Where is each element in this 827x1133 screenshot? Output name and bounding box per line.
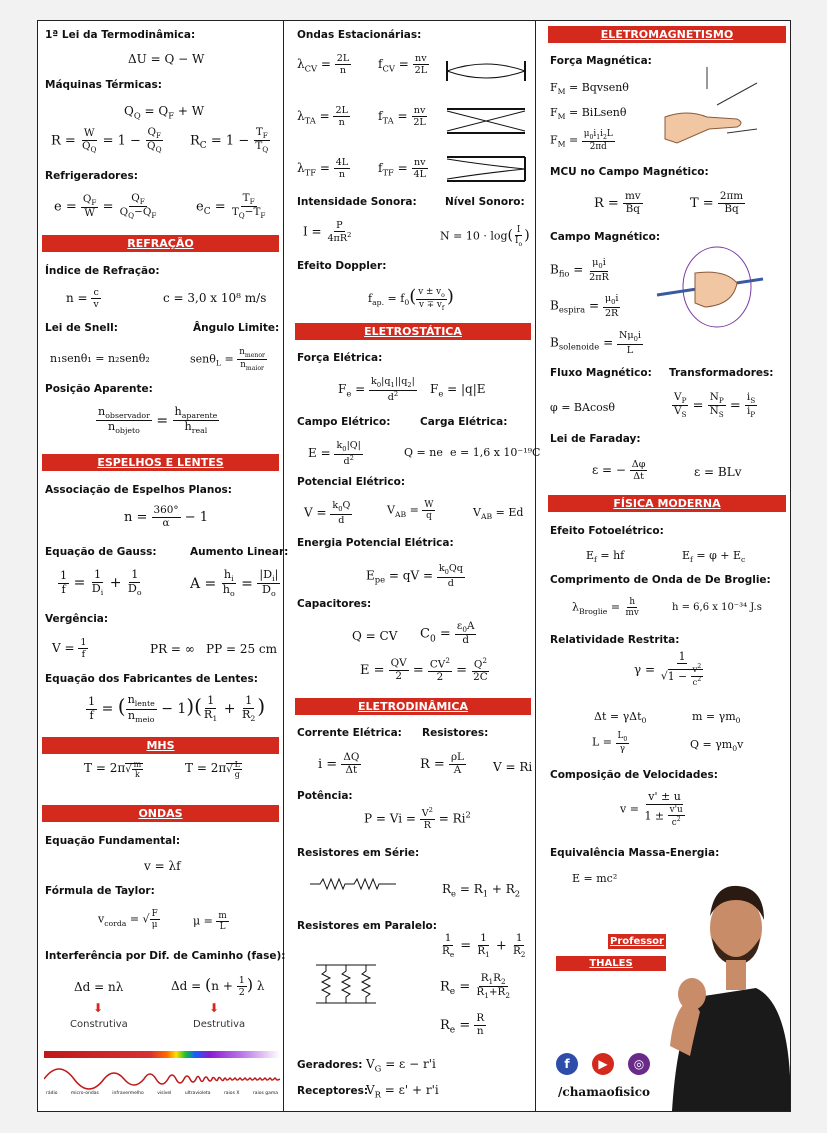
doppler-title: Efeito Doppler: bbox=[297, 260, 387, 272]
termo-title: 1ª Lei da Termodinâmica: bbox=[45, 29, 196, 41]
energia-eq: $E_{pe}$ = qV = $\frac{k_0Qq}{d}$ bbox=[366, 563, 463, 589]
snell-title: Lei de Snell: bbox=[45, 322, 118, 334]
moderna-banner: FÍSICA MODERNA bbox=[548, 495, 786, 512]
foto-eq2: $E_f = \varphi + E_c$ bbox=[682, 549, 746, 565]
assoc-eq: n = $\frac{360^\circ}{\alpha}$ − 1 bbox=[124, 504, 208, 529]
carga-title: Carga Elétrica: bbox=[420, 416, 508, 428]
intensidade-title: Intensidade Sonora: bbox=[297, 196, 417, 208]
estac-title: Ondas Estacionárias: bbox=[297, 29, 422, 41]
potencial-eq: V = $\frac{k_0Q}{d}$ bbox=[304, 500, 351, 526]
f-cv-eq: $f_{CV}$ = $\frac{nv}{2L}$ bbox=[378, 53, 428, 77]
corrente-eq: i = $\frac{\Delta Q}{\Delta t}$ bbox=[318, 751, 360, 776]
mcu-r-eq: R = $\frac{mv}{Bq}$ bbox=[594, 190, 641, 215]
arrow-down-icon: ⬇ bbox=[93, 1001, 104, 1015]
paralelo-title: Resistores em Paralelo: bbox=[297, 920, 437, 932]
vergencia-title: Vergência: bbox=[45, 613, 109, 625]
c-eq: $C_0$ = $\frac{\varepsilon_0A}{d}$ bbox=[420, 620, 475, 647]
forca-title: Força Elétrica: bbox=[297, 352, 383, 364]
vab-ed-eq: $V_{AB} = Ed$ bbox=[473, 506, 524, 522]
doppler-eq: $f_{ap.} = f_0$( $\frac{v \pm v_o}{v \mp v_f}$ ) bbox=[368, 286, 454, 312]
fm3-eq: $F_M$ = $\frac{\mu_0i_1i_2L}{2\pi d}$ bbox=[550, 129, 613, 152]
wire-hand-icon bbox=[655, 243, 765, 331]
termo-eq: ΔU = Q − W bbox=[128, 52, 205, 66]
energia-title: Energia Potencial Elétrica: bbox=[297, 537, 454, 549]
l-eq: L = $\frac{L_0}{\gamma}$ bbox=[592, 731, 628, 754]
fund-title: Equação Fundamental: bbox=[45, 835, 181, 847]
speed-of-light: c = 3,0 x 10⁸ m/s bbox=[163, 291, 267, 305]
facebook-icon[interactable]: f bbox=[556, 1053, 578, 1075]
serie-title: Resistores em Série: bbox=[297, 847, 420, 859]
parallel-resistor-icon bbox=[316, 963, 376, 1005]
serie-eq: $R_e = R_1 + R_2$ bbox=[442, 882, 521, 899]
wave-cv-icon bbox=[445, 59, 527, 83]
professor-label: Professor bbox=[608, 934, 666, 949]
fm1-eq: $F_M$ = Bqvsenθ bbox=[550, 81, 629, 97]
capacitores-title: Capacitores: bbox=[297, 598, 372, 610]
pp-eq: PP = 25 cm bbox=[206, 642, 278, 656]
fm2-eq: $F_M$ = BiLsenθ bbox=[550, 106, 627, 122]
paralelo-eq2: $R_e$ = $\frac{R_1R_2}{R_1+R_2}$ bbox=[440, 972, 510, 1001]
b-fio-eq: $B_{fio}$ = $\frac{\mu_0i}{2\pi R}$ bbox=[550, 257, 609, 283]
forca-mag-title: Força Magnética: bbox=[550, 55, 652, 67]
foto-title: Efeito Fotoelétrico: bbox=[550, 525, 664, 537]
mcu-title: MCU no Campo Magnético: bbox=[550, 166, 709, 178]
gauss-eq: $\frac{1}{f}$ = $\frac{1}{D_i}$ + $\frac{1}{D_o}$ bbox=[60, 568, 142, 598]
f-ta-eq: $f_{TA}$ = $\frac{nv}{2L}$ bbox=[378, 105, 426, 129]
campo-title: Campo Elétrico: bbox=[297, 416, 391, 428]
geradores-label: Geradores: bbox=[297, 1059, 363, 1071]
eletrodinamica-banner: ELETRODINÂMICA bbox=[295, 698, 531, 715]
formula-sheet bbox=[37, 20, 791, 1112]
youtube-icon[interactable]: ▶ bbox=[592, 1053, 614, 1075]
receptores-eq: $V_R = \varepsilon' + r'i$ bbox=[366, 1083, 439, 1100]
ondas-banner: ONDAS bbox=[42, 805, 279, 822]
eficiencia-carnot-eq: $e_C$ = $\frac{T_F}{T_Q-T_F}$ bbox=[196, 192, 266, 221]
eficiencia-eq: e = $\frac{Q_F}{W}$ = $\frac{Q_F}{Q_Q-Q_F}$ bbox=[54, 192, 157, 221]
vab-eq: $V_{AB}$ = $\frac{W}{q}$ bbox=[387, 500, 434, 522]
aumento-title: Aumento Linear: bbox=[190, 546, 289, 558]
nivel-title: Nível Sonoro: bbox=[445, 196, 525, 208]
q-eq: $Q = \gamma m_0v$ bbox=[690, 738, 744, 754]
potencia-title: Potência: bbox=[297, 790, 353, 802]
m-eq: $m = \gamma m_0$ bbox=[692, 710, 741, 726]
lambda-tf-eq: $\lambda_{TF}$ = $\frac{4L}{n}$ bbox=[297, 157, 349, 181]
mhs-eq1: T = 2π√ $\frac{m}{k}$ bbox=[84, 760, 142, 780]
v-ri-eq: V = Ri bbox=[493, 760, 533, 774]
relat-title: Relatividade Restrita: bbox=[550, 634, 680, 646]
eletromag-banner: ELETROMAGNETISMO bbox=[548, 26, 786, 43]
resistencia-eq: R = $\frac{\rho L}{A}$ bbox=[420, 751, 464, 776]
faraday-eq1: ε = − $\frac{\Delta\varphi}{\Delta t}$ bbox=[592, 459, 646, 483]
snell-eq: n₁senθ₁ = n₂senθ₂ bbox=[50, 352, 150, 365]
refracao-banner: REFRAÇÃO bbox=[42, 235, 279, 252]
carga-eq: Q = ne bbox=[404, 446, 443, 459]
fund-eq: v = λf bbox=[144, 859, 181, 873]
instagram-icon[interactable]: ◎ bbox=[628, 1053, 650, 1075]
fabricantes-eq: $\frac{1}{f}$ = ( $\frac{n_{lente}}{n_{meio}}$ − 1)( $\frac{1}{R_1}$ + $\frac{1}{R_2}$ ) bbox=[88, 693, 266, 724]
column-3 bbox=[542, 21, 790, 1111]
lambda-ta-eq: $\lambda_{TA}$ = $\frac{2L}{n}$ bbox=[297, 105, 348, 129]
aumento-eq: A = $\frac{h_i}{h_o}$ = $\frac{|D_i|}{D_o}$ bbox=[190, 568, 279, 599]
espelhos-banner: ESPELHOS E LENTES bbox=[42, 454, 279, 471]
equiv-title: Equivalência Massa-Energia: bbox=[550, 847, 720, 859]
paralelo-eq3: $R_e$ = $\frac{R}{n}$ bbox=[440, 1012, 485, 1037]
b-solenoide-eq: $B_{solenoide}$ = $\frac{N\mu_0i}{L}$ bbox=[550, 330, 641, 356]
broglie-eq: $\lambda_{Broglie}$ = $\frac{h}{mv}$ bbox=[572, 597, 639, 619]
wave-tf-icon bbox=[445, 155, 527, 183]
column-1 bbox=[38, 21, 289, 1111]
angulo-title: Ângulo Limite: bbox=[193, 322, 280, 334]
taylor-title: Fórmula de Taylor: bbox=[45, 885, 155, 897]
taylor-eq2: μ = $\frac{m}{L}$ bbox=[193, 911, 227, 933]
broglie-title: Comprimento de Onda de De Broglie: bbox=[550, 574, 771, 586]
fabricantes-title: Equação dos Fabricantes de Lentes: bbox=[45, 673, 258, 685]
construtiva-label: Construtiva bbox=[70, 1019, 128, 1030]
comp-eq: v = v' ± u 1 ± $\frac{v'u}{c^2}$ bbox=[620, 790, 683, 828]
carnot-eq: $R_C = 1$ − $\frac{T_F}{T_Q}$ bbox=[190, 126, 269, 155]
social-handle[interactable]: /chamaofisico bbox=[558, 1085, 651, 1099]
vergencia-eq: V = $\frac{1}{f}$ bbox=[52, 637, 87, 661]
emc2-eq: E = mc² bbox=[572, 872, 618, 885]
gauss-title: Equação de Gauss: bbox=[45, 546, 157, 558]
corrente-title: Corrente Elétrica: bbox=[297, 727, 402, 739]
f-tf-eq: $f_{TF}$ = $\frac{nv}{4L}$ bbox=[378, 157, 427, 181]
hand-rule-icon bbox=[657, 59, 767, 147]
carga-e: e = 1,6 x 10⁻¹⁹C bbox=[450, 446, 541, 459]
campo-mag-title: Campo Magnético: bbox=[550, 231, 661, 243]
interf-title: Interferência por Dif. de Caminho (fase): bbox=[45, 950, 286, 962]
foto-eq1: $E_f$ = hf bbox=[586, 549, 625, 565]
forca-eq: $F_e$ = $\frac{k_0|q_1||q_2|}{d^2}$ bbox=[338, 376, 415, 403]
indice-title: Índice de Refração: bbox=[45, 265, 160, 277]
column-2 bbox=[290, 21, 541, 1111]
taylor-eq1: $v_{corda}$ = √ $\frac{F}{\mu}$ bbox=[98, 909, 158, 931]
indice-eq: n = $\frac{c}{v}$ bbox=[66, 287, 99, 311]
interf-destrutiva-eq: Δd = (n + $\frac{1}{2}$ ) λ bbox=[171, 975, 265, 999]
fluxo-title: Fluxo Magnético: bbox=[550, 367, 652, 379]
series-resistor-icon bbox=[310, 877, 398, 891]
geradores-eq: $V_G = \varepsilon - r'i$ bbox=[366, 1057, 436, 1074]
potencia-eq: P = Vi = $\frac{V^2}{R}$ = $Ri^2$ bbox=[364, 806, 471, 832]
planck-constant: h = 6,6 x 10⁻³⁴ J.s bbox=[672, 602, 762, 613]
dt-eq: Δt = γΔt$_0$ bbox=[594, 710, 647, 726]
potencial-title: Potencial Elétrico: bbox=[297, 476, 406, 488]
comp-title: Composição de Velocidades: bbox=[550, 769, 718, 781]
spectrum-labels: rádio micro-ondas infravermelho visível ultravioleta raios X raios gama bbox=[46, 1091, 278, 1096]
lambda-cv-eq: $\lambda_{CV}$ = $\frac{2L}{n}$ bbox=[297, 53, 350, 77]
mhs-eq2: T = 2π√ $\frac{L}{g}$ bbox=[185, 760, 240, 780]
angulo-eq: senθ$_L$ = $\frac{n_{menor}}{n_{maior}}$ bbox=[190, 347, 265, 372]
interf-construtiva-eq: Δd = nλ bbox=[74, 980, 124, 994]
posicao-title: Posição Aparente: bbox=[45, 383, 153, 395]
faraday-title: Lei de Faraday: bbox=[550, 433, 641, 445]
destrutiva-label: Destrutiva bbox=[193, 1019, 246, 1030]
paralelo-eq1: $\frac{1}{R_e}$ = $\frac{1}{R_1}$ + $\frac{1}{R_2}$ bbox=[442, 932, 526, 960]
energia-cap-eq: E = $\frac{QV}{2}$ = $\frac{CV^2}{2}$ = $\frac{Q^2}{2C}$ bbox=[360, 656, 488, 684]
posicao-eq: $\frac{n_{observador}}{n_{objeto}}$ = $\frac{h_{aparente}}{h_{real}}$ bbox=[98, 405, 218, 436]
wave-ta-icon bbox=[445, 107, 527, 135]
professor-photo bbox=[664, 876, 790, 1111]
maquinas-eq: $Q_Q = Q_F + W$ bbox=[124, 104, 205, 121]
maquinas-title: Máquinas Térmicas: bbox=[45, 79, 162, 91]
transf-title: Transformadores: bbox=[669, 367, 774, 379]
rendimento-eq: R = $\frac{W}{Q_Q}$ = 1 − $\frac{Q_F}{Q_Q}$ bbox=[51, 126, 162, 155]
author-name: THALES RODRIGUES bbox=[556, 956, 666, 971]
assoc-title: Associação de Espelhos Planos: bbox=[45, 484, 232, 496]
fluxo-eq: φ = BAcosθ bbox=[550, 401, 615, 414]
eletrostatica-banner: ELETROSTÁTICA bbox=[295, 323, 531, 340]
resistores-title: Resistores: bbox=[422, 727, 489, 739]
mcu-t-eq: T = $\frac{2\pi m}{Bq}$ bbox=[690, 190, 744, 215]
nivel-eq: N = 10 · log( $\frac{I}{I_o}$ ) bbox=[440, 225, 530, 248]
gamma-eq: γ = 1 √1 − $\frac{v^2}{c^2}$ bbox=[634, 650, 702, 689]
b-espira-eq: $B_{espira}$ = $\frac{\mu_0i}{2R}$ bbox=[550, 293, 619, 319]
intensidade-eq: I = $\frac{P}{4\pi R^2}$ bbox=[303, 220, 352, 245]
arrow-down-icon: ⬇ bbox=[209, 1001, 220, 1015]
refrig-title: Refrigeradores: bbox=[45, 170, 138, 182]
receptores-label: Receptores: bbox=[297, 1085, 369, 1097]
transf-eq: $\frac{V_P}{V_S}$ = $\frac{N_P}{N_S}$ = $\frac{i_S}{i_P}$ bbox=[674, 391, 756, 420]
mhs-banner: MHS bbox=[42, 737, 279, 754]
faraday-eq2: ε = BLv bbox=[694, 465, 742, 479]
forca-eq2: $F_e = |q|E$ bbox=[430, 382, 486, 399]
q-cv-eq: Q = CV bbox=[352, 629, 398, 643]
pr-eq: PR = ∞ bbox=[150, 642, 195, 656]
campo-eq: E = $\frac{k_0|Q|}{d^2}$ bbox=[308, 440, 361, 467]
